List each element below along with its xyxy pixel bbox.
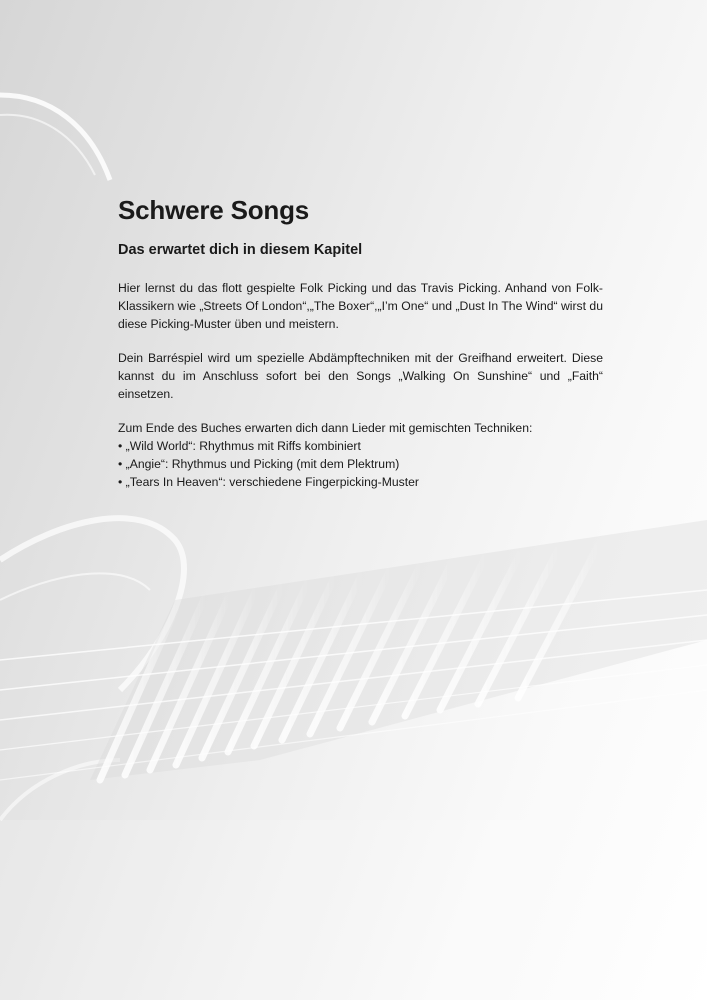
song-list-item: • „Wild World“: Rhythmus mit Riffs kombiniert [118,439,361,453]
song-list-item: • „Tears In Heaven“: verschiedene Fingerpicking-Muster [118,475,419,489]
intro-paragraph-1: Hier lernst du das flott gespielte Folk Picking und das Travis Picking. Anhand von Folk-Klassikern wie „Streets Of London“,„The Boxer“,„I’m One“ und „Dust In The Wind“ wirst du diese Picking-Muster üben und meistern. [118,281,603,331]
chapter-intro [118,190,603,491]
song-list [118,437,603,491]
intro-paragraph-2: Dein Barréspiel wird um spezielle Abdämpftechniken mit der Greifhand erweitert. Diese kannst du im Anschluss sofort bei den Songs „Walking On Sunshine“ und „Faith“ einsetzen. [118,351,603,401]
section-subtitle: Das erwartet dich in diesem Kapitel [118,242,363,258]
page-title: Schwere Songs [118,195,310,225]
song-list-item: • „Angie“: Rhythmus und Picking (mit dem Plektrum) [118,457,400,471]
intro-paragraph-3: Zum Ende des Buches erwarten dich dann Lieder mit gemischten Techniken: [118,421,533,435]
